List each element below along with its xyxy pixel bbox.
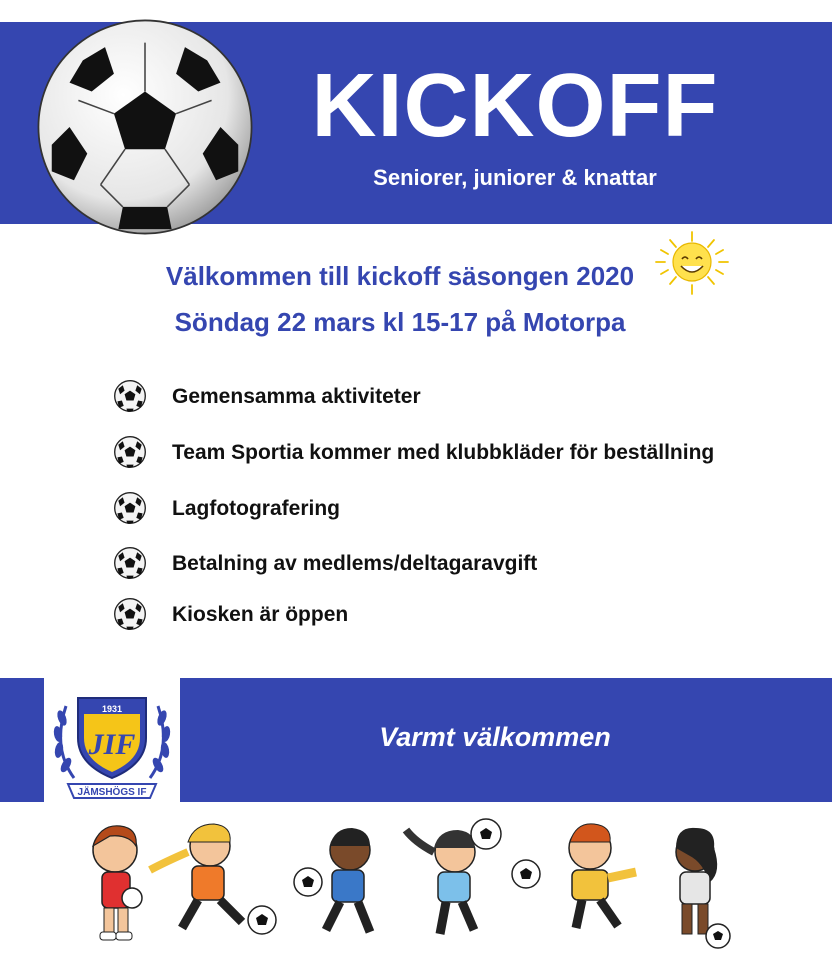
kid-figure [294, 828, 370, 932]
kid-figure [406, 819, 501, 934]
list-item-label: Lagfotografering [172, 497, 340, 520]
list-item-label: Betalning av medlems/deltagaravgift [172, 552, 538, 575]
page-title: KICKOFF [311, 56, 719, 156]
list-item-label: Kiosken är öppen [172, 603, 349, 626]
club-crest [44, 668, 180, 808]
subtitle: Seniorer, juniorer & knattar [373, 165, 657, 190]
list-item-label: Team Sportia kommer med klubbkläder för beställning [172, 441, 715, 464]
kid-figure [676, 828, 730, 948]
club-logo [44, 668, 180, 808]
soccer-ball-icon [112, 596, 148, 632]
kid-figure [93, 826, 142, 940]
list-item [112, 378, 812, 418]
soccer-ball-icon [112, 545, 148, 581]
kids-playing-football-illustration [70, 812, 770, 957]
kid-figure [512, 824, 636, 928]
list-item [112, 490, 812, 530]
soccer-ball-icon [112, 490, 148, 526]
soccer-ball-icon [112, 378, 148, 414]
crest-club-name: JÄMSHÖGS IF [77, 787, 147, 798]
list-item [112, 545, 812, 585]
list-item [112, 596, 812, 636]
soccer-ball-icon [112, 434, 148, 470]
list-item-label: Gemensamma aktiviteter [172, 385, 421, 408]
crest-letters: JIF [88, 728, 136, 761]
kid-figure [150, 824, 276, 934]
soccer-ball-icon [34, 16, 256, 238]
list-item [112, 434, 812, 474]
crest-year: 1931 [101, 704, 123, 714]
event-headline: Välkommen till kickoff säsongen 2020 [165, 261, 635, 291]
event-date: Söndag 22 mars kl 15-17 på Motorpa [174, 307, 626, 337]
welcome-message: Varmt välkommen [379, 722, 611, 752]
